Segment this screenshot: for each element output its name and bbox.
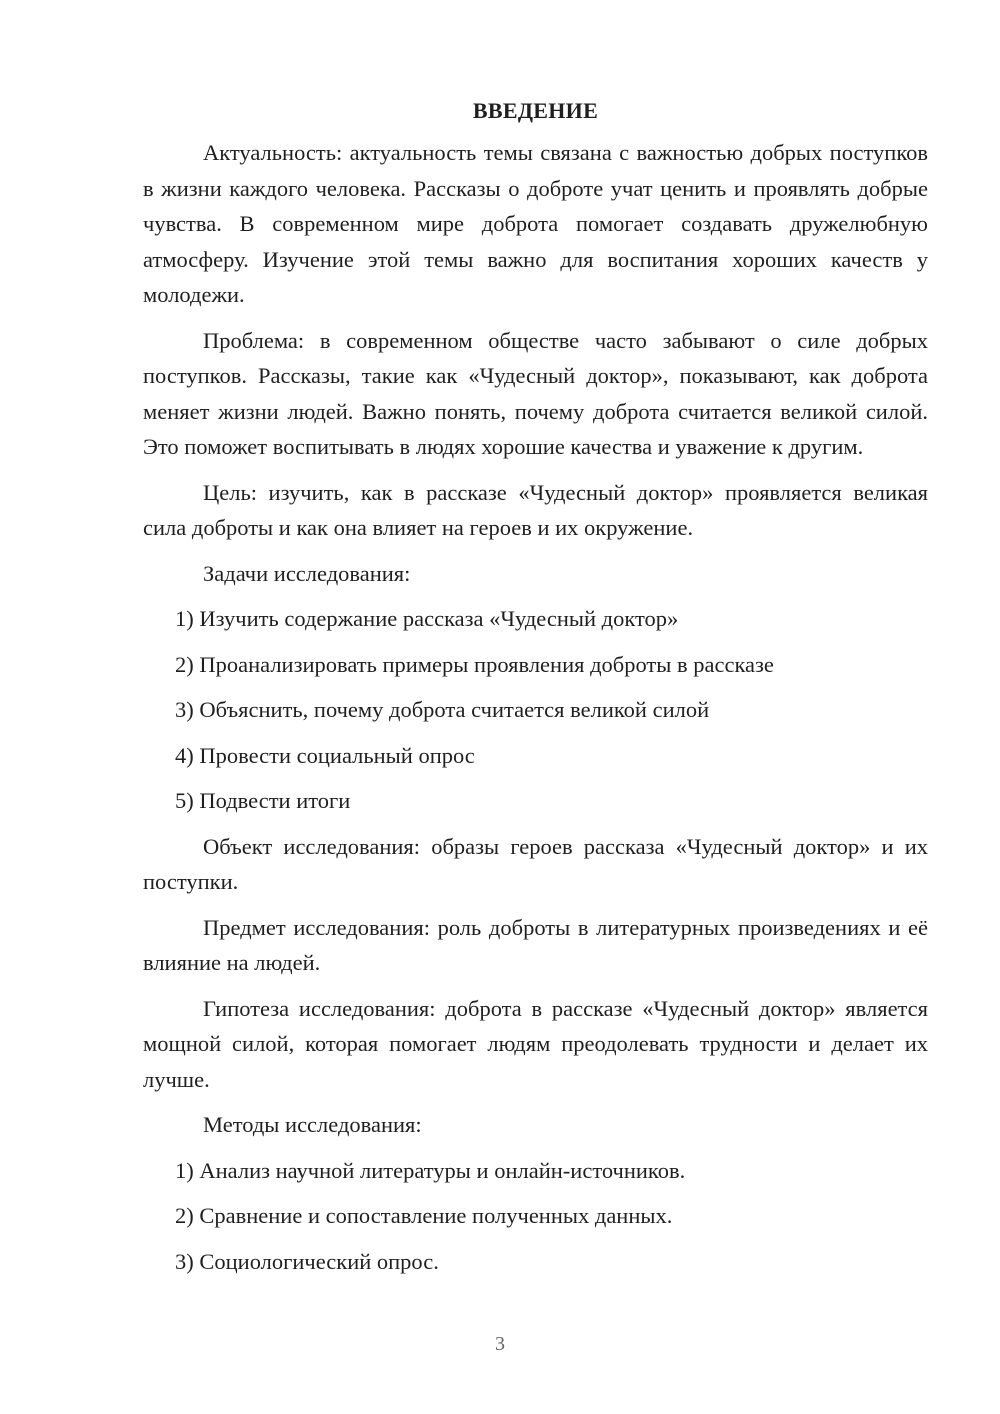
list-item: 1) Изучить содержание рассказа «Чудесный доктор» (175, 606, 679, 631)
object-paragraph: Объект исследования: образы героев рассказа «Чудесный доктор» и их поступки. (143, 833, 928, 894)
page-title: ВВЕДЕНИЕ (472, 98, 599, 123)
list-item: 1) Анализ научной литературы и онлайн-источников. (175, 1157, 686, 1183)
methods-title: Методы исследования: (203, 1112, 422, 1137)
hypothesis-paragraph: Гипотеза исследования: доброта в рассказе «Чудесный доктор» является мощной силой, которая помогает людям преодолевать трудности и делает их лучше. (143, 995, 928, 1092)
list-item: 2) Сравнение и сопоставление полученных данных. (175, 1203, 673, 1228)
goal-paragraph: Цель: изучить, как в рассказе «Чудесный доктор» проявляется великая сила доброты и как она влияет на героев и их окружение. (143, 479, 928, 540)
list-item: 2) Проанализировать примеры проявления доброты в рассказе (175, 651, 774, 677)
list-item: 5) Подвести итоги (175, 788, 351, 813)
page-number: 3 (495, 1333, 505, 1355)
tasks-list (143, 601, 928, 819)
problem-paragraph: Проблема: в современном обществе часто забывают о силе добрых поступков. Рассказы, такие как «Чудесный доктор», показывают, как доброта меняет жизни людей. Важно понять, почему доброта считается великой силой. Это поможет воспитывать в людях хорошие качества и уважение к другим. (143, 327, 928, 459)
methods-list (143, 1153, 928, 1280)
list-item: 3) Социологический опрос. (175, 1248, 439, 1274)
list-item: 3) Объяснить, почему доброта считается великой силой (175, 697, 710, 722)
tasks-title: Задачи исследования: (203, 560, 411, 586)
document-page (143, 96, 928, 1289)
subject-paragraph: Предмет исследования: роль доброты в литературных произведениях и её влияние на людей. (143, 914, 928, 975)
list-item: 4) Провести социальный опрос (175, 742, 475, 768)
relevance-paragraph: Актуальность: актуальность темы связана с важностью добрых поступков в жизни каждого человека. Рассказы о доброте учат ценить и проявлять добрые чувства. В современном мире доброта помогает создавать дружелюбную атмосферу. Изучение этой темы важно для воспитания хороших качеств у молодежи. (143, 140, 928, 307)
